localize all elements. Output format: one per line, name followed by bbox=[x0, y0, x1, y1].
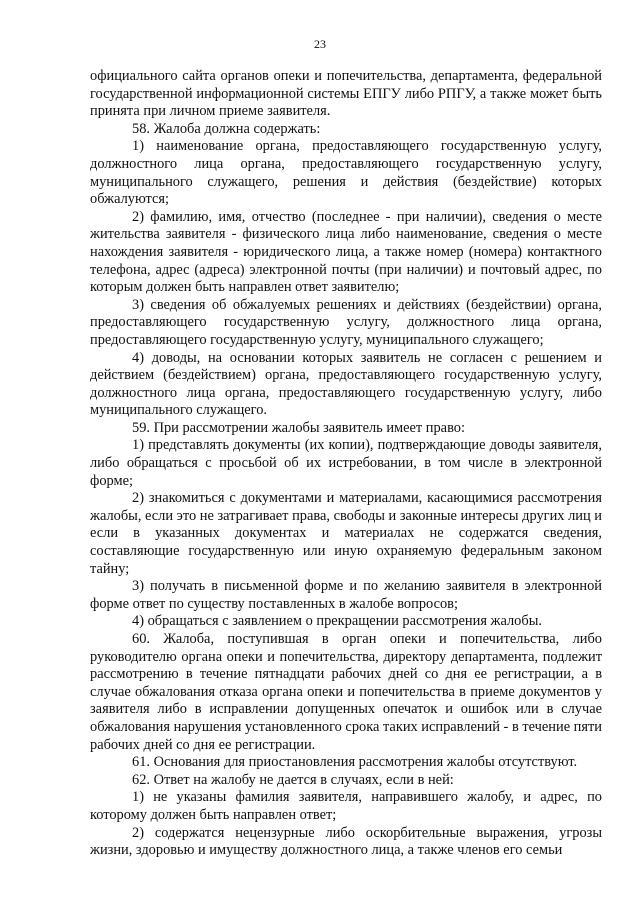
paragraph-58-item-4: 4) доводы, на основании которых заявитель не согласен с решением и действием (бездействием) органа, предоставляющего государственную услугу, должностного лица органа, предоставляющего государственную услугу, либо муниципального служащего. bbox=[90, 349, 602, 419]
paragraph-58-item-1: 1) наименование органа, предоставляющего государственную услугу, должностного лица органа, предоставляющего государственную услугу, муниципального служащего, решения и действия (бездействие) которых обжалуются; bbox=[90, 138, 602, 208]
paragraph-60: 60. Жалоба, поступившая в орган опеки и попечительства, либо руководителю органа опеки и попечительства, директору департамента, подлежит рассмотрению в течение пятнадцати рабочих дней со дня ее регистрации, а в случае обжалования отказа органа опеки и попечительства в приеме документов у заявителя либо в исправлении допущенных опечаток и ошибок или в случае обжалования нарушения установленного срока таких исправлений - в течение пяти рабочих дней со дня ее регистрации. bbox=[90, 631, 602, 753]
document-body bbox=[90, 68, 602, 860]
paragraph-58-item-3: 3) сведения об обжалуемых решениях и действиях (бездействии) органа, предоставляющего государственную услугу, должностного лица органа, предоставляющего государственную услугу, муниципального служащего; bbox=[90, 296, 602, 348]
paragraph-62: 62. Ответ на жалобу не дается в случаях, если в ней: bbox=[132, 771, 454, 788]
paragraph-continuation: официального сайта органов опеки и попечительства, департамента, федеральной государственной информационной системы ЕПГУ либо РПГУ, а также может быть принята при личном приеме заявителя. bbox=[90, 68, 602, 120]
page-number: 23 bbox=[314, 37, 326, 51]
paragraph-58-item-2: 2) фамилию, имя, отчество (последнее - при наличии), сведения о месте жительства заявителя - физического лица либо наименование, сведения о месте нахождения заявителя - юридического лица, а также номер (номера) контактного телефона, адрес (адреса) электронной почты (при наличии) и почтовый адрес, по которым должен быть направлен ответ заявителю; bbox=[90, 208, 602, 296]
paragraph-61: 61. Основания для приостановления рассмотрения жалобы отсутствуют. bbox=[132, 754, 578, 771]
paragraph-59-item-3: 3) получать в письменной форме и по желанию заявителя в электронной форме ответ по существу поставленных в жалобе вопросов; bbox=[90, 578, 602, 612]
paragraph-62-item-2: 2) содержатся нецензурные либо оскорбительные выражения, угрозы жизни, здоровью и имуществу должностного лица, а также членов его семьи bbox=[90, 824, 602, 859]
paragraph-59: 59. При рассмотрении жалобы заявитель имеет право: bbox=[132, 419, 465, 436]
paragraph-59-item-1: 1) представлять документы (их копии), подтверждающие доводы заявителя, либо обращаться с просьбой об их истребовании, в том числе в электронной форме; bbox=[90, 437, 602, 489]
paragraph-59-item-2: 2) знакомиться с документами и материалами, касающимися рассмотрения жалобы, если это не затрагивает права, свободы и законные интересы других лиц и если в указанных документах и материалах не содержатся сведения, составляющие государственную или иную охраняемую федеральным законом тайну; bbox=[90, 490, 602, 577]
paragraph-58: 58. Жалоба должна содержать: bbox=[132, 120, 321, 137]
paragraph-59-item-4: 4) обращаться с заявлением о прекращении рассмотрения жалобы. bbox=[132, 613, 542, 630]
paragraph-62-item-1: 1) не указаны фамилия заявителя, направившего жалобу, и адрес, по которому должен быть направлен ответ; bbox=[90, 789, 602, 823]
